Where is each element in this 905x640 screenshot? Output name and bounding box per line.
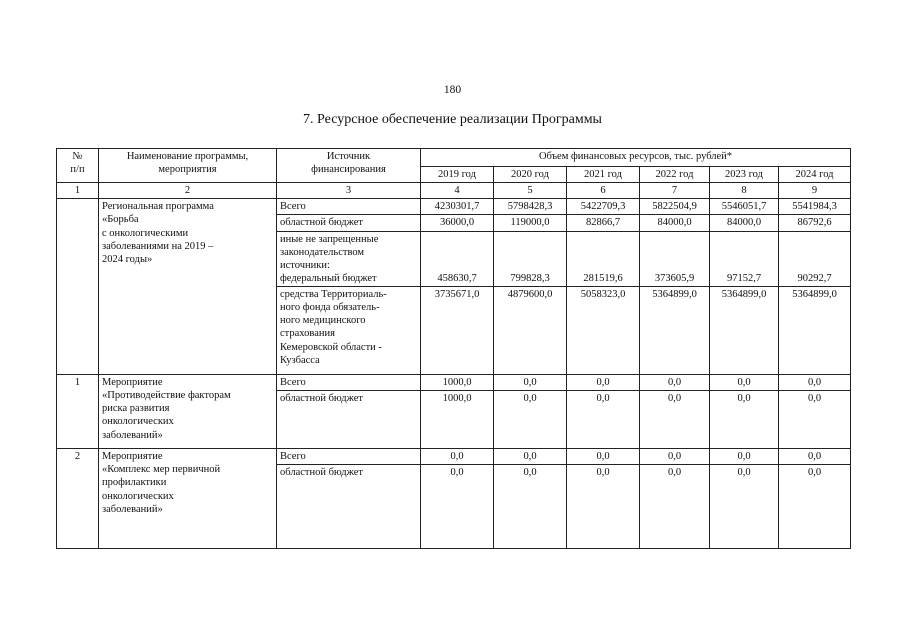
value-cell-year-5: 84000,0 — [710, 215, 779, 231]
funding-source: областной бюджет — [277, 465, 421, 549]
header-volume: Объем финансовых ресурсов, тыс. рублей* — [421, 149, 851, 167]
header-year-3: 2021 год — [567, 167, 640, 183]
value-cell-year-3: 82866,7 — [567, 215, 640, 231]
value-cell-year-6: 90292,7 — [779, 231, 851, 287]
value-cell-year-4: 5822504,9 — [640, 199, 710, 215]
header-year-2: 2020 год — [494, 167, 567, 183]
value-cell-year-6: 5364899,0 — [779, 287, 851, 375]
value-cell-year-5: 0,0 — [710, 391, 779, 449]
value-cell-year-2: 0,0 — [494, 391, 567, 449]
value-cell-year-4: 84000,0 — [640, 215, 710, 231]
value-cell-year-2: 0,0 — [494, 449, 567, 465]
value-cell-year-3: 0,0 — [567, 465, 640, 549]
column-number-4: 4 — [421, 183, 494, 199]
value-cell-year-5: 5546051,7 — [710, 199, 779, 215]
value-cell-year-4: 0,0 — [640, 449, 710, 465]
funding-source: областной бюджет — [277, 391, 421, 449]
header-year-6: 2024 год — [779, 167, 851, 183]
column-number-2: 2 — [99, 183, 277, 199]
row-number — [57, 199, 99, 375]
funding-source: иные не запрещенные законодательством источники: федеральный бюджет — [277, 231, 421, 287]
value-cell-year-1: 1000,0 — [421, 375, 494, 391]
value-cell-year-3: 5422709,3 — [567, 199, 640, 215]
funding-source: Всего — [277, 199, 421, 215]
value-cell-year-2: 0,0 — [494, 465, 567, 549]
table-row — [57, 199, 851, 215]
resource-table — [56, 148, 851, 549]
value-cell-year-6: 0,0 — [779, 465, 851, 549]
header-year-1: 2019 год — [421, 167, 494, 183]
value-cell-year-5: 5364899,0 — [710, 287, 779, 375]
value-cell-year-6: 0,0 — [779, 391, 851, 449]
column-number-6: 6 — [567, 183, 640, 199]
program-name: Региональная программа «Борьба с онкологическими заболеваниями на 2019 – 2024 годы» — [99, 199, 277, 375]
page-number: 180 — [443, 84, 462, 96]
value-cell-year-4: 0,0 — [640, 465, 710, 549]
value-cell-year-1: 4230301,7 — [421, 199, 494, 215]
value-cell-year-6: 0,0 — [779, 449, 851, 465]
value-cell-year-4: 373605,9 — [640, 231, 710, 287]
value-cell-year-6: 0,0 — [779, 375, 851, 391]
value-cell-year-2: 119000,0 — [494, 215, 567, 231]
program-name: Мероприятие «Комплекс мер первичной профилактики онкологических заболеваний» — [99, 449, 277, 549]
value-cell-year-2: 4879600,0 — [494, 287, 567, 375]
header-name: Наименование программы, мероприятия — [99, 149, 277, 183]
value-cell-year-4: 0,0 — [640, 391, 710, 449]
table-row — [57, 449, 851, 465]
value-cell-year-4: 5364899,0 — [640, 287, 710, 375]
value-cell-year-6: 86792,6 — [779, 215, 851, 231]
funding-source: областной бюджет — [277, 215, 421, 231]
value-cell-year-1: 3735671,0 — [421, 287, 494, 375]
value-cell-year-1: 0,0 — [421, 465, 494, 549]
value-cell-year-3: 0,0 — [567, 449, 640, 465]
value-cell-year-2: 5798428,3 — [494, 199, 567, 215]
header-year-4: 2022 год — [640, 167, 710, 183]
column-number-7: 7 — [640, 183, 710, 199]
row-number: 1 — [57, 375, 99, 449]
funding-source: средства Территориаль- ного фонда обязатель- ного медицинского страхования Кемеровской области - Кузбасса — [277, 287, 421, 375]
value-cell-year-3: 281519,6 — [567, 231, 640, 287]
row-number: 2 — [57, 449, 99, 549]
value-cell-year-2: 0,0 — [494, 375, 567, 391]
value-cell-year-5: 0,0 — [710, 375, 779, 391]
column-number-1: 1 — [57, 183, 99, 199]
value-cell-year-5: 97152,7 — [710, 231, 779, 287]
column-number-row — [57, 183, 851, 199]
funding-source: Всего — [277, 375, 421, 391]
value-cell-year-1: 0,0 — [421, 449, 494, 465]
table-row — [57, 375, 851, 391]
value-cell-year-2: 799828,3 — [494, 231, 567, 287]
value-cell-year-5: 0,0 — [710, 465, 779, 549]
program-name: Мероприятие «Противодействие факторам риска развития онкологических заболеваний» — [99, 375, 277, 449]
header-num: № п/п — [57, 149, 99, 183]
value-cell-year-6: 5541984,3 — [779, 199, 851, 215]
header-year-5: 2023 год — [710, 167, 779, 183]
funding-source: Всего — [277, 449, 421, 465]
value-cell-year-3: 0,0 — [567, 375, 640, 391]
value-cell-year-5: 0,0 — [710, 449, 779, 465]
value-cell-year-3: 5058323,0 — [567, 287, 640, 375]
value-cell-year-1: 36000,0 — [421, 215, 494, 231]
value-cell-year-3: 0,0 — [567, 391, 640, 449]
column-number-5: 5 — [494, 183, 567, 199]
value-cell-year-1: 1000,0 — [421, 391, 494, 449]
section-title: 7. Ресурсное обеспечение реализации Программы — [303, 112, 602, 127]
value-cell-year-1: 458630,7 — [421, 231, 494, 287]
column-number-8: 8 — [710, 183, 779, 199]
column-number-3: 3 — [277, 183, 421, 199]
column-number-9: 9 — [779, 183, 851, 199]
header-source: Источник финансирования — [277, 149, 421, 183]
value-cell-year-4: 0,0 — [640, 375, 710, 391]
